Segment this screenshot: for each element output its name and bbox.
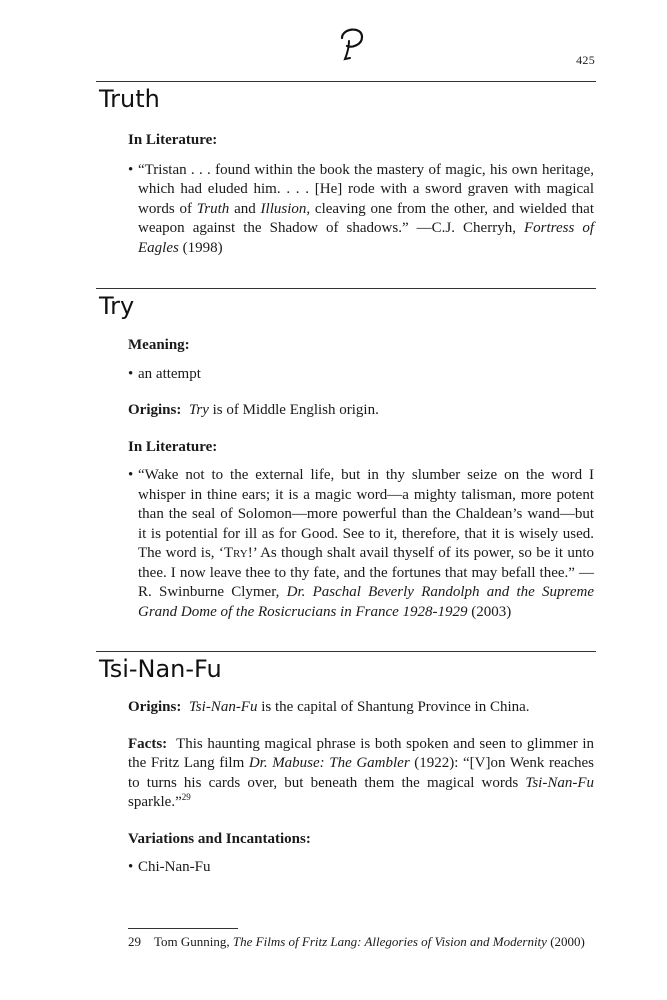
origins-paragraph: Origins: Tsi-Nan-Fu is the capital of Shantung Province in China. bbox=[128, 699, 530, 715]
in-literature-label: In Literature: bbox=[128, 132, 218, 148]
bullet-icon: • bbox=[128, 365, 134, 382]
literature-quote: • “Wake not to the external life, but in thy slumber seize on the word I whisper in thine ears; it is a magic word—a mighty talisman, more potent than the seal of Solomon—more powerful than the Chaldean’s wand—but it is potential for ill as for Good. See to it, therefore, that it is wisely used. The word is, ‘Try!’ As though shalt avail thyself of its power, so be it unto thee. I now leave thee to thy fate, and the fortunes that may befall thee.” —R. Swinburne Clymer, Dr. Paschal Beverly Randolph and the Supreme Grand Dome of the Rosicrucians in France 1928-1929 (2003) bbox=[128, 467, 594, 620]
footnote-title: The Films of Fritz Lang: Allegories of Vision and Modernity bbox=[232, 934, 547, 949]
section-divider bbox=[96, 81, 596, 82]
source-title: Dr. Paschal Beverly Randolph and the Supreme Grand Dome of the Rosicrucians in France 1928-1929 bbox=[138, 584, 594, 620]
footnote-number: 29 bbox=[128, 934, 141, 949]
calligraphic-p-icon bbox=[336, 24, 368, 62]
source-title: Fortress of Eagles bbox=[138, 220, 594, 256]
section-divider bbox=[96, 288, 596, 289]
literature-quote: • “Tristan . . . found within the book the mastery of magic, his own heritage, which had eluded him. . . . [He] rode with a sword graven with magical words of Truth and Illusion, cleaving one from the other, and wielded that weapon against the Shadow of shadows.” —C.J. Cherryh, Fortress of Eagles (1998) bbox=[128, 161, 594, 256]
footnote: 29 Tom Gunning, The Films of Fritz Lang: Allegories of Vision and Modernity (2000) bbox=[128, 934, 585, 949]
entry-heading-try: Try bbox=[99, 292, 135, 320]
footnote-reference: 29 bbox=[181, 792, 191, 802]
bullet-icon: • bbox=[128, 859, 134, 875]
footnote-divider bbox=[128, 928, 238, 929]
in-literature-label: In Literature: bbox=[128, 438, 218, 455]
origins-paragraph: Origins: Try is of Middle English origin. bbox=[128, 402, 379, 418]
entry-tsi-nan-fu bbox=[128, 698, 594, 878]
facts-paragraph: Facts: This haunting magical phrase is both spoken and seen to glimmer in the Fritz Lang film Dr. Mabuse: The Gambler (1922): “[V]on Wenk reaches to turns his cards over, but beneath them the magical words Tsi-Nan-Fu sparkle.”$^{29}$ bbox=[128, 735, 595, 810]
entry-truth bbox=[128, 131, 594, 258]
bullet-icon: • bbox=[128, 161, 134, 178]
meaning-label: Meaning: bbox=[128, 337, 190, 353]
entry-try bbox=[128, 336, 594, 622]
entry-heading-tsi-nan-fu: Tsi-Nan-Fu bbox=[99, 655, 222, 683]
bullet-icon: • bbox=[128, 467, 134, 483]
entry-heading-truth: Truth bbox=[99, 85, 160, 113]
section-divider bbox=[96, 651, 596, 652]
variation-item: • Chi-Nan-Fu bbox=[128, 858, 594, 878]
page-number: 425 bbox=[576, 53, 595, 67]
meaning-item: • an attempt bbox=[128, 365, 594, 385]
variations-label: Variations and Incantations: bbox=[128, 830, 311, 847]
